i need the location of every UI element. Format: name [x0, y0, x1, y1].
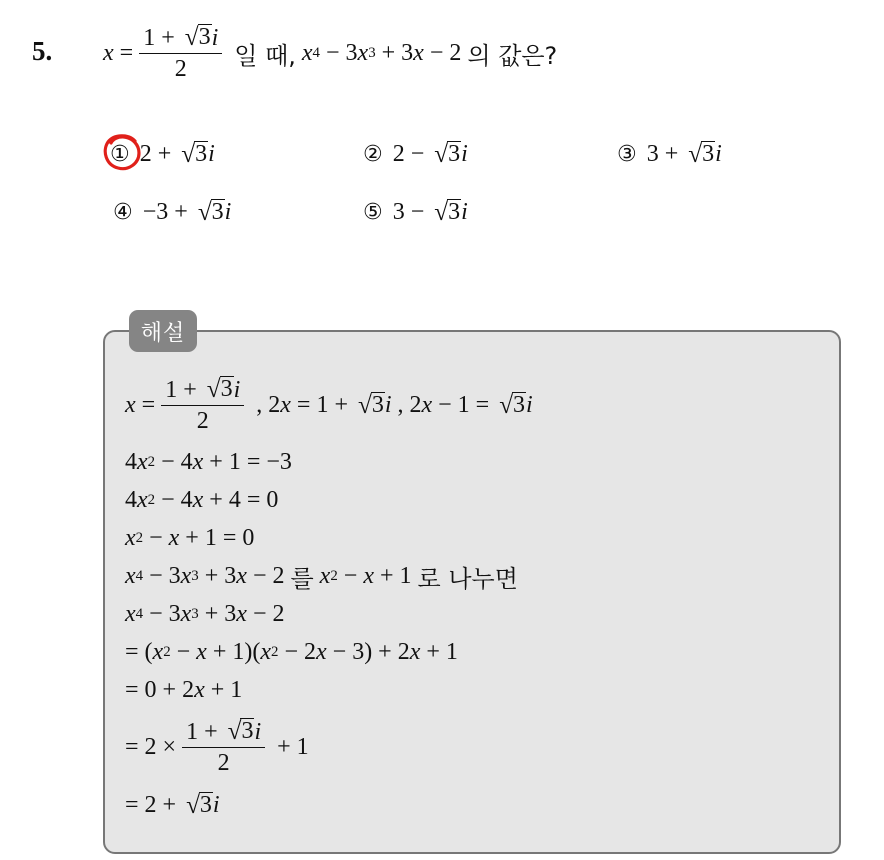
solution-line-4: x 2 − x + 1 = 0 — [125, 524, 255, 551]
solution-line-3: 4 x 2 − 4 x + 4 = 0 — [125, 486, 279, 513]
solution-line-9: = 2 × 1 + √ 3 i 2 + 1 — [125, 717, 309, 776]
solution-line-6: x 4 − 3 x 3 + 3 x − 2 — [125, 600, 285, 627]
solution-line-5: x 4 − 3 x 3 + 3 x − 2 를 x 2 − x + 1 로 나누면 — [125, 562, 518, 593]
choice-4[interactable]: ④ − 3 + √ 3 i — [113, 198, 232, 226]
korean-value-question: 의 값은? — [467, 41, 558, 70]
solution-label: 해설 — [129, 310, 197, 352]
choice-2[interactable]: ② 2 − √ 3 i — [363, 140, 468, 168]
choice-3[interactable]: ③ 3 + √ 3 i — [617, 140, 722, 168]
solution-line-8: = 0 + 2 x + 1 — [125, 676, 243, 703]
fraction-x: 1 + √ 3 i 2 — [139, 24, 222, 83]
solution-line-10: = 2 + √ 3 i — [125, 791, 220, 819]
solution-line-1: x = 1 + √ 3 i 2 , 2 x = 1 + √ 3 i , 2 x − 1 = √ 3 i — [125, 375, 533, 434]
question-number: 5. — [32, 36, 53, 66]
solution-line-7: = ( x 2 − x + 1)( x 2 − 2 x − 3) + 2 x + 1 — [125, 638, 458, 665]
choice-1[interactable]: ① 2 + √ 3 i — [110, 140, 215, 168]
choice-5[interactable]: ⑤ 3 − √ 3 i — [363, 198, 468, 226]
korean-when: 일 때, — [234, 41, 296, 70]
solution-line-2: 4 x 2 − 4 x + 1 = −3 — [125, 448, 292, 475]
question-text: x = 1 + √ 3 i 2 일 때, x 4 − 3 x 3 + 3 x − 2 의 값은? — [103, 23, 558, 82]
